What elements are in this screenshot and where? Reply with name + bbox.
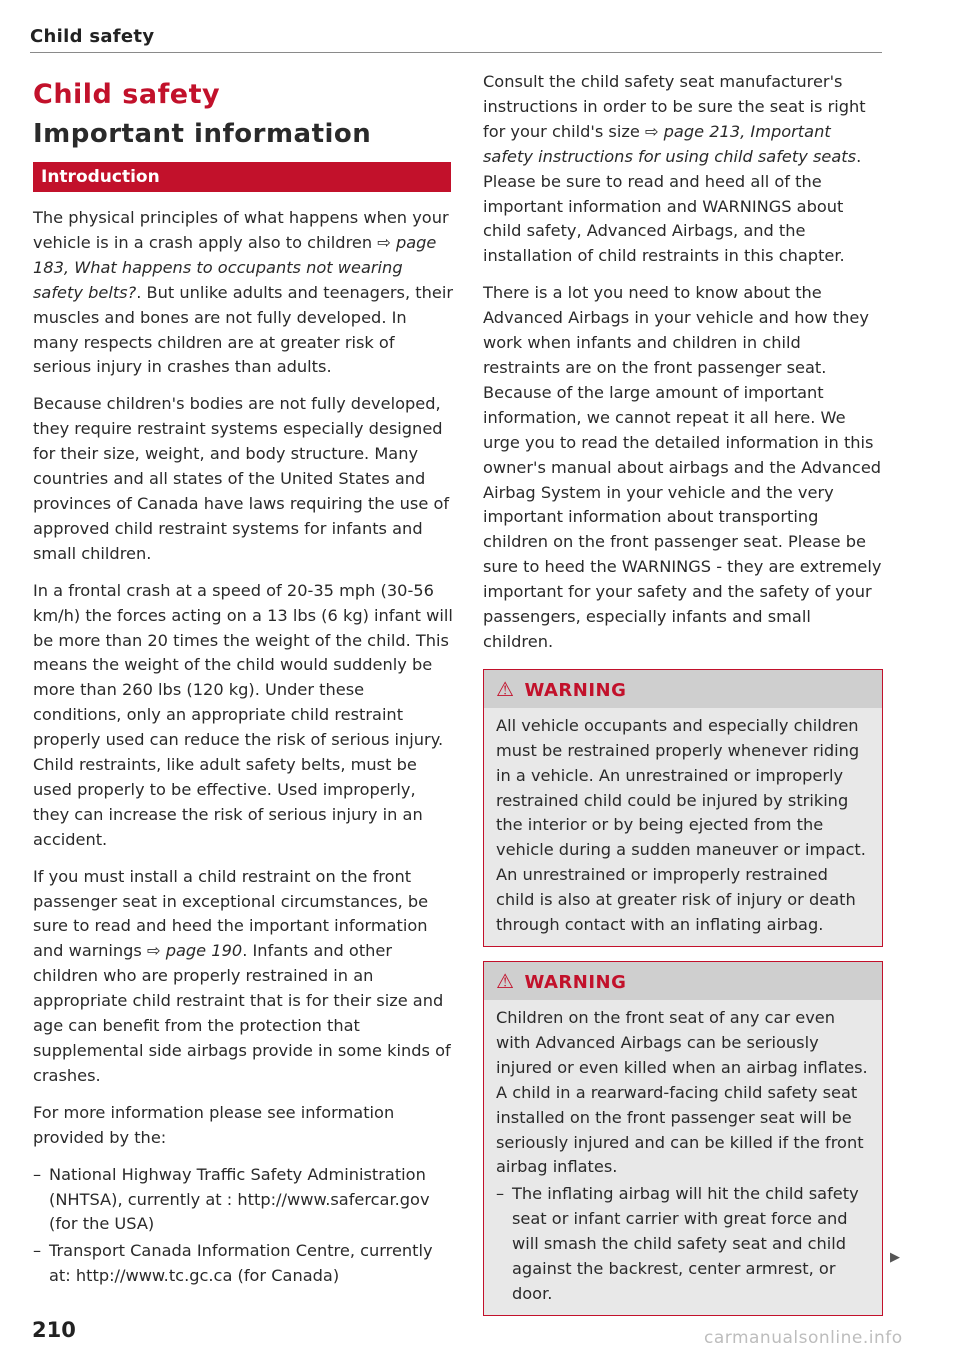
warning-body: All vehicle occupants and especially children must be restrained properly whenever riding in a vehicle. An unrestrained or improperly restrained child could be injured by striking the interior or by being ejected from the vehicle during a sudden maneuver or impact. An unrestrained or improperly restrained child is also at greater risk of injury or death through contact with an inflating airbag. [496,715,866,935]
warning-body [484,1000,882,1315]
text: . Please be sure to read and heed all of the important information and WARNINGS about child safety, Advanced Airbags, and the installation of child restraints in this chapter. [483,146,862,266]
warning-triangle-icon: ⚠ [496,676,515,701]
list-item: – Transport Canada Information Centre, currently at: http://www.tc.gc.ca (for Canada) [33,1239,453,1289]
warning-title: WARNING [524,679,627,701]
warning-box [483,961,883,1316]
warning-text: Children on the front seat of any car even with Advanced Airbags can be seriously injured or even killed when an airbag inflates. A child in a rearward-facing child safety seat installed on the front passenger seat will be seriously injured and can be killed if the front airbag inflates. [496,1008,868,1177]
list-item: – The inflating airbag will hit the child safety seat or infant carrier with great force and will smash the child safety seat and child against the backrest, center armrest, or door. [496,1182,870,1307]
page-number: 210 [32,1318,76,1342]
paragraph [483,70,883,269]
text: . But unlike adults and teenagers, their muscles and bones are not fully developed. In many respects children are at greater risk of serious injury in crashes than adults. [33,282,454,377]
page-reference-link[interactable]: ⇨ page 183, What happens to occupants not wearing safety belts? [33,232,437,302]
watermark: carmanualsonline.info [704,1328,903,1348]
info-source-list [33,1163,453,1290]
warning-header [484,670,882,708]
page-reference-link[interactable]: ⇨ page 213, Important safety instructions for using child safety seats [483,121,857,166]
section-title: Important information [33,119,372,149]
left-column [33,70,453,1291]
text: . Infants and other children who are properly restrained in an appropriate child restraint that is for their size and age can benefit from the protection that supplemental side airbags provide in some kinds of crashes. [33,941,451,1085]
warning-header [484,962,882,1000]
paragraph [33,206,453,380]
paragraph [33,865,453,1089]
right-column [483,70,883,1328]
warning-list [496,1182,870,1307]
warning-title: WARNING [524,972,627,993]
running-header: Child safety [30,26,155,47]
warning-triangle-icon: ⚠ [496,969,515,993]
text: If you must install a child restraint on the front passenger seat in exceptional circumstances, be sure to read and heed the important information and warnings [33,866,429,961]
list-item: – National Highway Traffic Safety Administration (NHTSA), currently at : http://www.safercar.gov (for the USA) [33,1163,453,1238]
subsection-bar: Introduction [33,162,451,192]
warning-box [483,669,883,947]
paragraph: In a frontal crash at a speed of 20-35 mph (30-56 km/h) the forces acting on a 13 lbs (6 kg) infant will be more than 20 times the weight of the child. This means the weight of the child would suddenly be more than 260 lbs (120 kg). Under these conditions, only an appropriate child restraint properly used can reduce the risk of serious injury. Child restraints, like adult safety belts, must be used properly to be effective. Used improperly, they can increase the risk of serious injury in an accident. [33,580,453,849]
text: The physical principles of what happens when your vehicle is in a crash apply also to children [33,208,449,252]
text: Consult the child safety seat manufacturer's instructions in order to be sure the seat is right for your child's size [483,72,866,141]
chapter-title: Child safety [33,79,221,110]
paragraph: For more information please see information provided by the: [33,1102,395,1147]
paragraph: There is a lot you need to know about the Advanced Airbags in your vehicle and how they work when infants and children in child restraints are on the front passenger seat. Because of the large amount of important information, we cannot repeat it all here. We urge you to read the detailed information in this owner's manual about airbags and the Advanced Airbag System in your vehicle and the very important information about transporting children on the front passenger seat. Please be sure to heed the WARNINGS - they are extremely important for your safety and the safety of your passengers, especially infants and small children. [483,283,882,651]
header-rule [30,52,882,53]
continue-arrow-icon: ▶ [890,1250,900,1265]
paragraph: Because children's bodies are not fully developed, they require restraint systems especially designed for their size, weight, and body structure. Many countries and all states of the United States and provinces of Canada have laws requiring the use of approved child restraint systems for infants and small children. [33,394,450,563]
page-reference-link[interactable]: ⇨ page 190 [147,941,243,961]
